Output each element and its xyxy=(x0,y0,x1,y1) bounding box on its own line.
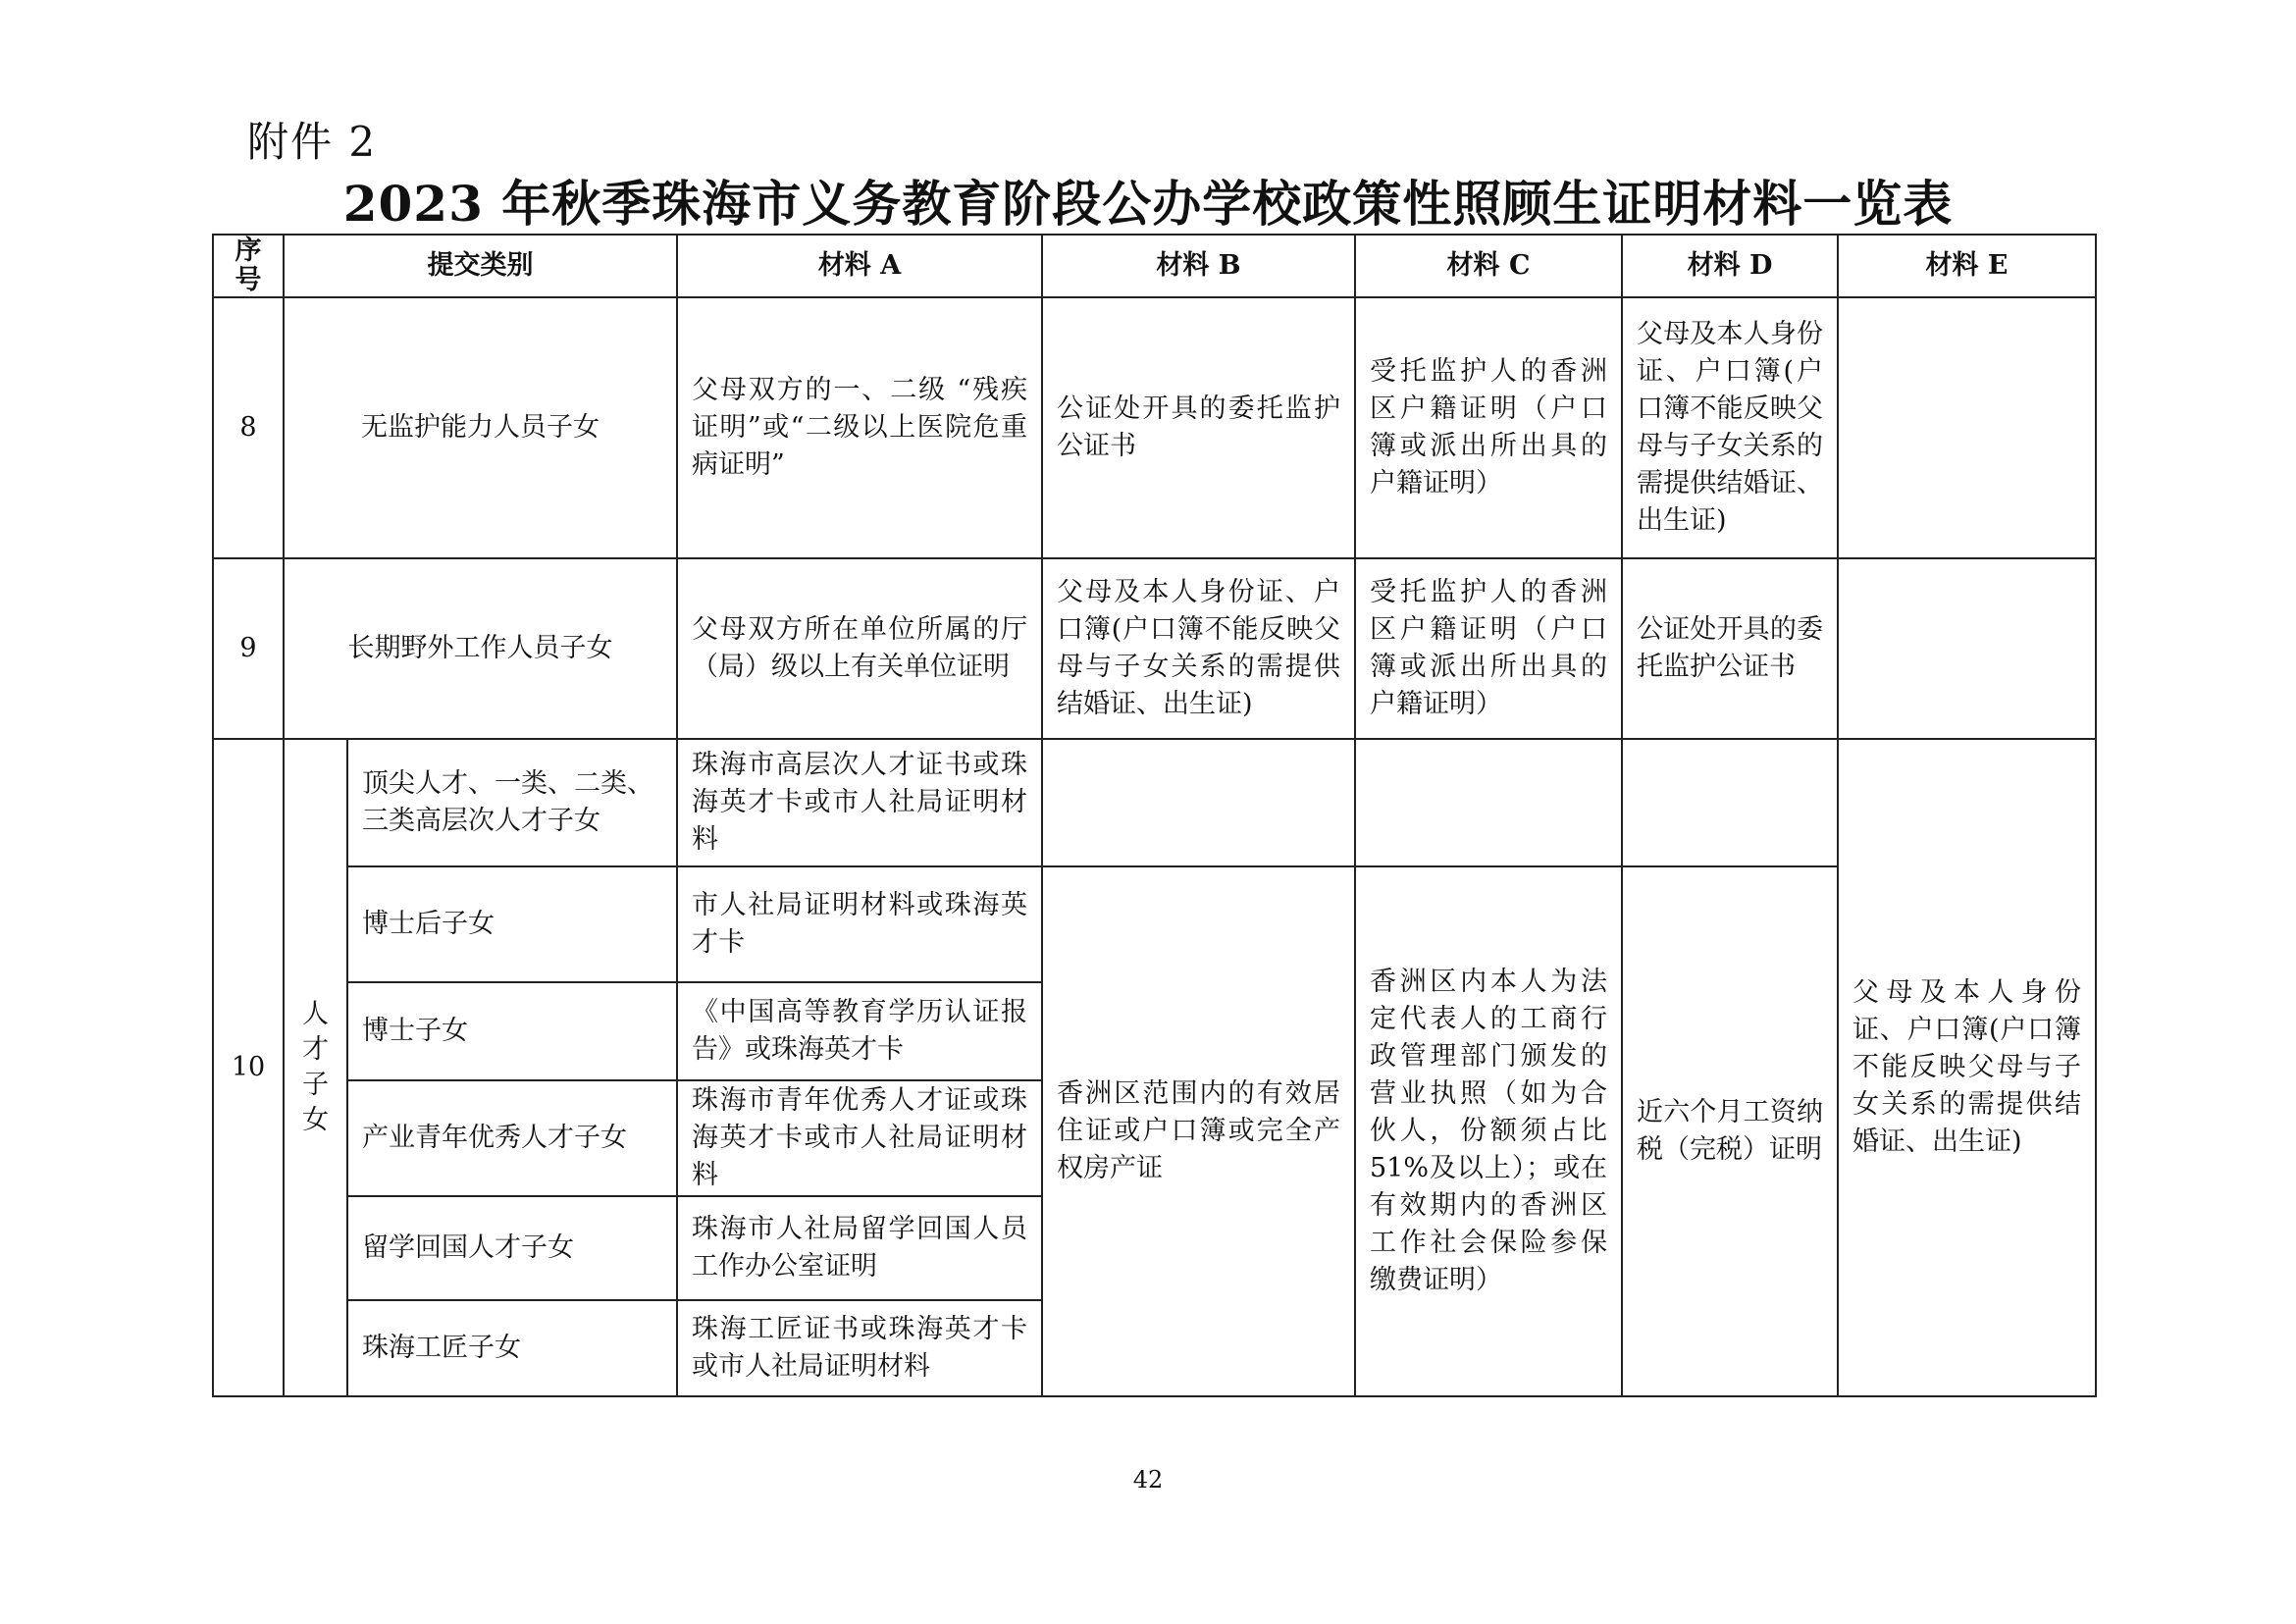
row10-sub1-material-d xyxy=(1622,739,1838,866)
row10-sub-category: 产业青年优秀人才子女 xyxy=(347,1080,677,1196)
annex-label: 附件 2 xyxy=(247,118,378,166)
table-row xyxy=(213,558,2096,739)
header-category: 提交类别 xyxy=(284,235,677,297)
table-row xyxy=(213,739,2096,866)
row10-sub-material-a: 珠海工匠证书或珠海英才卡或市人社局证明材料 xyxy=(677,1300,1042,1396)
row8-seq: 8 xyxy=(213,297,284,558)
row10-group-char: 才 xyxy=(302,1034,329,1065)
row9-material-c: 受托监护人的香洲区户籍证明（户口簿或派出所出具的户籍证明） xyxy=(1355,558,1622,739)
row10-sub-category: 博士子女 xyxy=(347,982,677,1080)
row8-material-c: 受托监护人的香洲区户籍证明（户口簿或派出所出具的户籍证明） xyxy=(1355,297,1622,558)
row10-sub1-material-c xyxy=(1355,739,1622,866)
row10-sub-material-a: 《中国高等教育学历认证报告》或珠海英才卡 xyxy=(677,982,1042,1080)
row10-material-b: 香洲区范围内的有效居住证或户口簿或完全产权房产证 xyxy=(1042,866,1355,1396)
header-material-e: 材料 E xyxy=(1838,235,2096,297)
header-material-d: 材料 D xyxy=(1622,235,1838,297)
row10-sub1-material-b xyxy=(1042,739,1355,866)
row10-group-char: 人 xyxy=(302,999,329,1029)
row10-seq: 10 xyxy=(213,739,284,1396)
row8-material-d: 父母及本人身份证、户口簿(户口簿不能反映父母与子女关系的需提供结婚证、出生证) xyxy=(1622,297,1838,558)
row10-group-label xyxy=(284,739,347,1396)
materials-table xyxy=(212,234,2097,1397)
row10-group-char: 女 xyxy=(302,1105,329,1135)
header-row xyxy=(213,235,2096,297)
page-number: 42 xyxy=(1132,1466,1164,1493)
row10-sub-material-a: 珠海市人社局留学回国人员工作办公室证明 xyxy=(677,1196,1042,1300)
row10-sub-category: 顶尖人才、一类、二类、三类高层次人才子女 xyxy=(347,739,677,866)
header-material-b: 材料 B xyxy=(1042,235,1355,297)
document-title: 2023 年秋季珠海市义务教育阶段公办学校政策性照顾生证明材料一览表 xyxy=(342,175,1954,233)
header-seq xyxy=(213,235,284,297)
row9-material-b: 父母及本人身份证、户口簿(户口簿不能反映父母与子女关系的需提供结婚证、出生证) xyxy=(1042,558,1355,739)
row10-material-d: 近六个月工资纳税（完税）证明 xyxy=(1622,866,1838,1396)
row10-group-char: 子 xyxy=(302,1070,329,1100)
row8-material-b: 公证处开具的委托监护公证书 xyxy=(1042,297,1355,558)
row10-sub-material-a: 珠海市青年优秀人才证或珠海英才卡或市人社局证明材料 xyxy=(677,1080,1042,1196)
row10-sub-material-a: 珠海市高层次人才证书或珠海英才卡或市人社局证明材料 xyxy=(677,739,1042,866)
row10-sub-category: 留学回国人才子女 xyxy=(347,1196,677,1300)
row10-sub-material-a: 市人社局证明材料或珠海英才卡 xyxy=(677,866,1042,982)
table-row xyxy=(213,297,2096,558)
row9-material-e xyxy=(1838,558,2096,739)
header-material-c: 材料 C xyxy=(1355,235,1622,297)
row10-material-e: 父母及本人身份证、户口簿(户口簿不能反映父母与子女关系的需提供结婚证、出生证) xyxy=(1838,739,2096,1396)
row10-sub-category: 珠海工匠子女 xyxy=(347,1300,677,1396)
header-material-a: 材料 A xyxy=(677,235,1042,297)
row9-material-a: 父母双方所在单位所属的厅（局）级以上有关单位证明 xyxy=(677,558,1042,739)
row10-material-c: 香洲区内本人为法定代表人的工商行政管理部门颁发的营业执照（如为合伙人，份额须占比 51%及以上）；或在有效期内的香洲区工作社会保险参保缴费证明） xyxy=(1355,866,1622,1396)
row8-material-e xyxy=(1838,297,2096,558)
row9-material-d: 公证处开具的委托监护公证书 xyxy=(1622,558,1838,739)
header-seq-line1: 序 xyxy=(235,236,262,266)
row10-sub-category: 博士后子女 xyxy=(347,866,677,982)
row8-category: 无监护能力人员子女 xyxy=(284,297,677,558)
table-row xyxy=(213,866,2096,982)
header-seq-line2: 号 xyxy=(235,265,262,295)
row9-seq: 9 xyxy=(213,558,284,739)
row8-material-a: 父母双方的一、二级 “残疾证明”或“二级以上医院危重病证明” xyxy=(677,297,1042,558)
row9-category: 长期野外工作人员子女 xyxy=(284,558,677,739)
